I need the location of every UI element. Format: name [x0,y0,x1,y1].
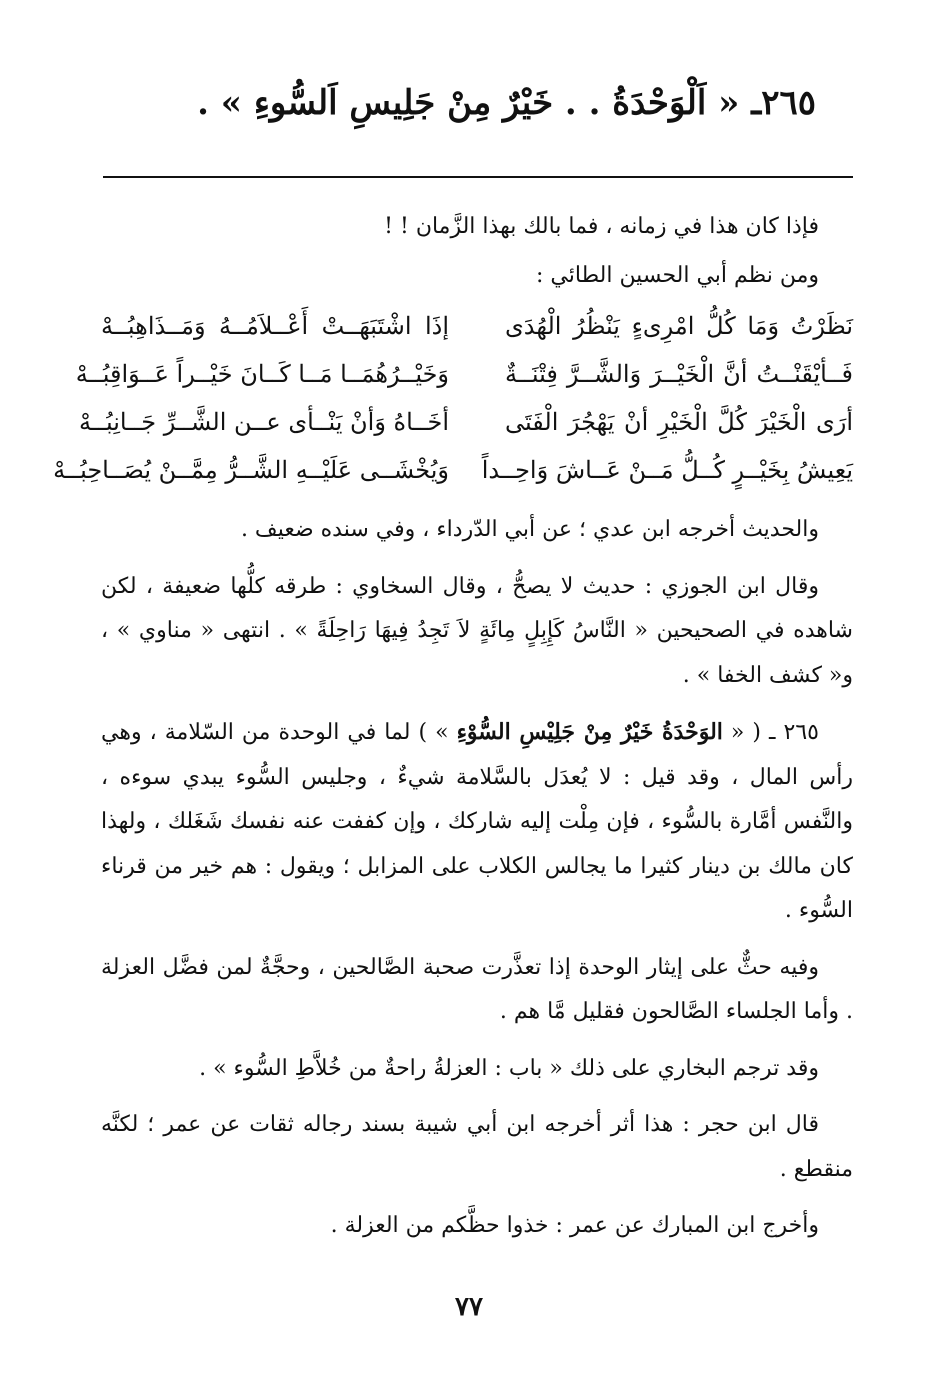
paragraph: وأخرج ابن المبارك عن عمر : خذوا حظَّكم من العزلة . [330,1213,819,1238]
poem-intro: ومن نظم أبي الحسين الطائي : [536,262,819,288]
verse-second-hemistich: وَخَيْــرُهُمَــا مَــا كَــانَ خَيْــراً عَــوَاقِبُــهْ [75,360,449,388]
verse-first-hemistich: فَــأيْقَنْــتُ أنَّ الْخَيْــرَ وَالشَّــرَّ فِتْنَــةٌ [505,360,853,388]
verse-second-hemistich: أخَــاهُ وَأنْ يَنْــأى عــن الشَّــرِّ جَــانِبُــهْ [79,408,449,436]
poem-verse [79,398,853,446]
page-number: ٧٧ [455,1292,483,1322]
poem-verse [101,302,853,350]
verse-first-hemistich: أرَى الْخَيْرَ كُلَّ الْخَيْرِ أنْ يَهْجُرَ الْفَتَى [505,408,853,436]
page-body [53,205,854,1261]
poem [53,302,853,494]
paragraph: وفيه حثٌّ على إيثار الوحدة إذا تعذَّرت صحبة الصَّالحين ، وحجَّةٌ لمن فضَّل العزلة . وأما الجلساء الصَّالحون فقليل مَّا هم . [101,954,853,1024]
paragraph: والحديث أخرجه ابن عدي ؛ عن أبي الدّرداء ، وفي سنده ضعيف . [240,517,819,542]
entry-number: ٢٦٥ ـ ( « [722,720,819,745]
poem-verse [75,350,853,398]
verse-second-hemistich: إذَا اشْتَبَهَــتْ أَعْــلاَمُــهُ وَمَــذَاهِبُــهْ [101,312,449,340]
paragraph: وقد ترجم البخاري على ذلك « باب : العزلةُ راحةٌ من خُلاَّطِ السُّوء » . [199,1055,819,1081]
paragraph: وقال ابن الجوزي : حديث لا يصحُّ ، وقال السخاوي : طرقه كلُّها ضعيفة ، لكن شاهده في الصحيحين « النَّاسُ كَإِبِلٍ مِائَةٍ لاَ تَجِدُ فِيهَا رَاحِلَةً » . انتهى « مناوي » ، و« كشف الخفا » . [101,573,853,688]
verse-first-hemistich: نَظَرْتُ وَمَا كُلُّ امْرِىءٍ يَنْظُرُ الْهُدَى [505,312,853,340]
poem-verse [53,446,853,494]
commentary-text: » ) لما في الوحدة من السّلامة ، وهي رأس المال ، وقد قيل : لا يُعدَل بالسَّلامة شيءٌ ، وجليس السُّوء يبدي سوءه ، والنَّفس أمَّارة بالسُّوء ، فإن مِلْت إليه شاركك ، وإن كففت عنه نفسك شَغَلك ، ولهذا كان مالك بن دينار كثيرا ما يجالس الكلاب على المزابل ؛ ويقول : هم خير من قرناء السُّوء . [101,720,854,923]
paragraph: قال ابن حجر : هذا أثر أخرجه ابن أبي شيبة بسند رجاله ثقات عن عمر ؛ لكنَّه منقطع . [101,1112,853,1182]
page-title: ٢٦٥ـ « اَلْوَحْدَةُ . . خَيْرٌ مِنْ جَلِيسِ اَلسُّوءِ » . [197,83,816,123]
paragraph: فإذا كان هذا في زمانه ، فما بالك بهذا الزَّمان ! ! [384,214,819,239]
hadith-text: الوَحْدَةُ خَيْرٌ مِنْ جَلِيْسِ السُّوْءِ [456,719,723,745]
verse-second-hemistich: وَيُخْشَــى عَلَيْــهِ الشَّــرُّ مِمَّــنْ يُصَــاحِبُــهْ [53,456,449,484]
commentary-paragraph [101,710,853,934]
verse-first-hemistich: يَعِيشُ بِخَيْــرٍ كُــلُّ مَــنْ عَــاشَ وَاحِــداً [481,456,853,484]
header-divider [103,176,853,178]
